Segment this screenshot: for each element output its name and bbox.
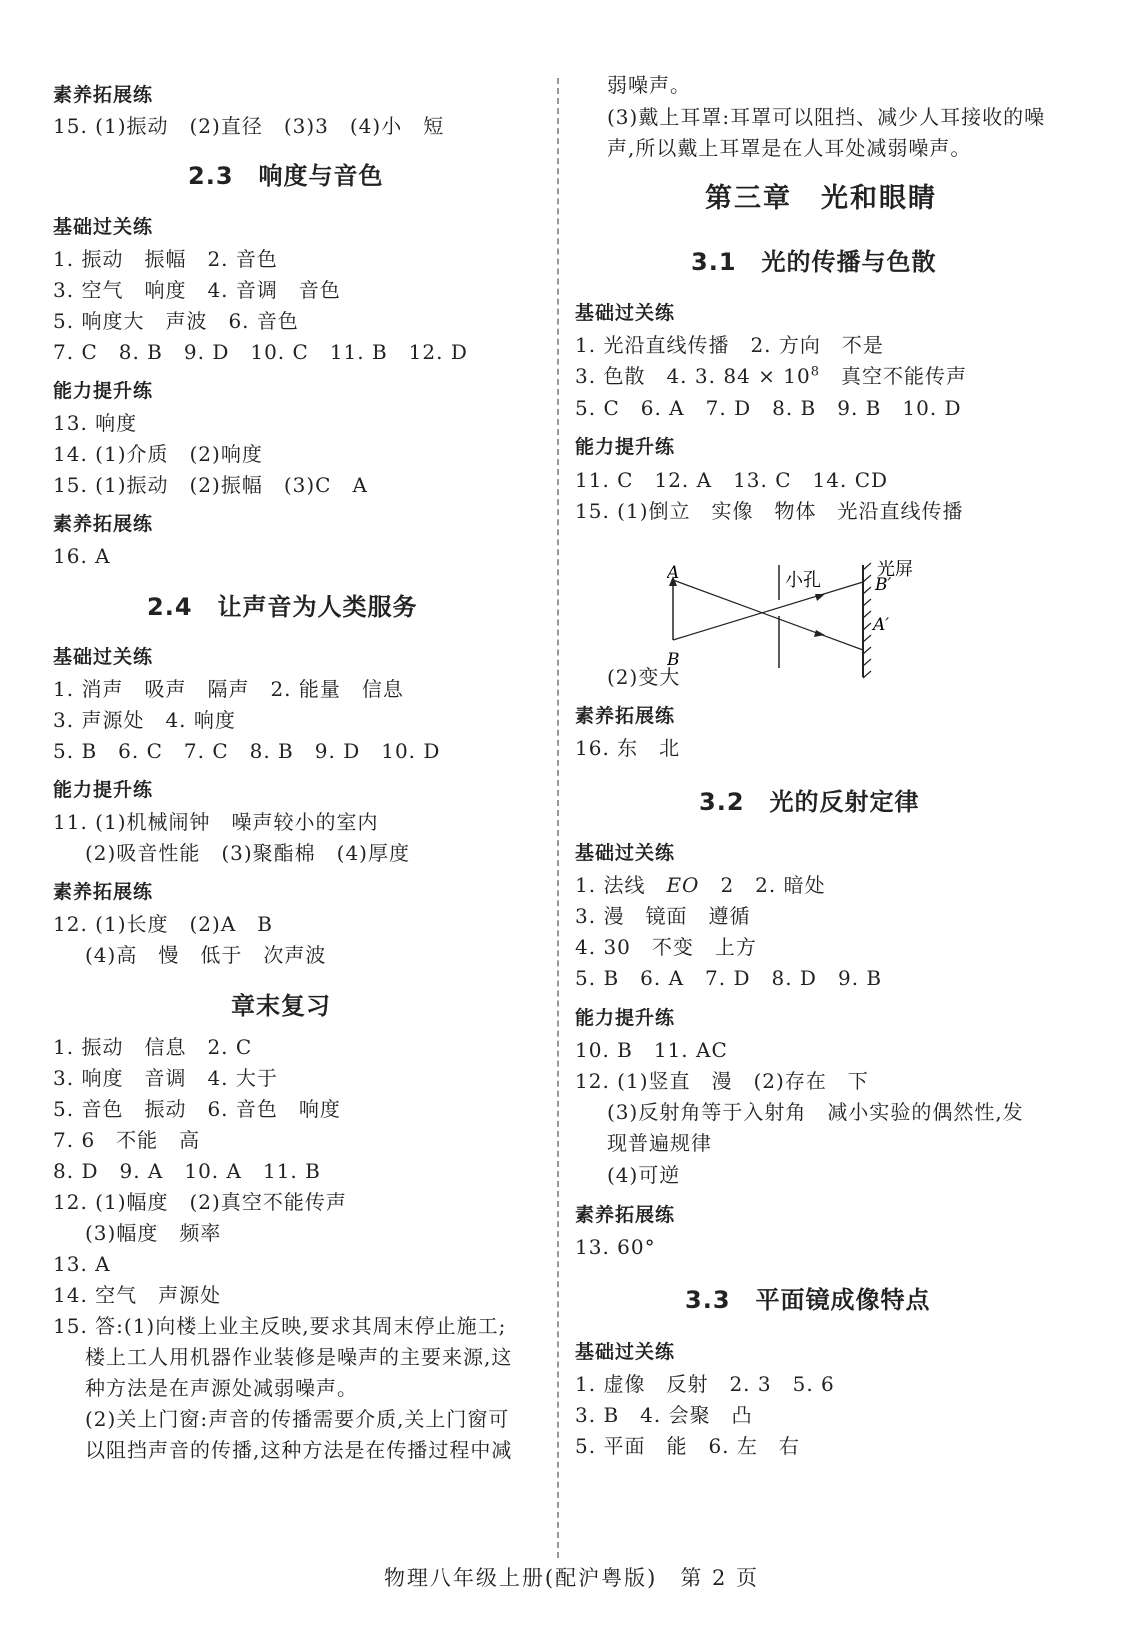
answer-text: 1. 法线 xyxy=(575,873,667,897)
answer-line: (3)戴上耳罩:耳罩可以阻挡、减少人耳接收的噪 xyxy=(607,105,1046,129)
answer-line: 5. 平面 能 6. 左 右 xyxy=(575,1434,800,1458)
label-a-prime: A′ xyxy=(873,615,890,635)
column-divider xyxy=(557,78,559,1558)
answer-line: 1. 振动 信息 2. C xyxy=(53,1035,253,1059)
answer-line: 14. 空气 声源处 xyxy=(53,1283,222,1307)
subsection-label: 素养拓展练 xyxy=(53,513,154,535)
subsection-label: 素养拓展练 xyxy=(575,1204,676,1226)
answer-line: 现普遍规律 xyxy=(607,1131,712,1155)
answer-line: 声,所以戴上耳罩是在人耳处减弱噪声。 xyxy=(607,136,972,160)
answer-line: 13. A xyxy=(53,1252,111,1276)
answer-line: 1. 虚像 反射 2. 3 5. 6 xyxy=(575,1372,835,1396)
answer-italic: EO xyxy=(666,873,700,897)
subsection-label: 基础过关练 xyxy=(53,216,154,238)
answer-line: 3. 响度 音调 4. 大于 xyxy=(53,1066,278,1090)
section-title-2-3: 2.3 响度与音色 xyxy=(188,162,384,190)
subsection-label: 基础过关练 xyxy=(575,842,676,864)
answer-line: 7. C 8. B 9. D 10. C 11. B 12. D xyxy=(53,340,468,364)
exponent: 8 xyxy=(810,364,820,380)
section-title-3-3: 3.3 平面镜成像特点 xyxy=(685,1286,931,1314)
answer-line: 12. (1)幅度 (2)真空不能传声 xyxy=(53,1190,347,1214)
answer-line: 7. 6 不能 高 xyxy=(53,1128,201,1152)
subsection-label: 基础过关练 xyxy=(575,1341,676,1363)
answer-line: 13. 60° xyxy=(575,1235,656,1259)
answer-line: 11. (1)机械闹钟 噪声较小的室内 xyxy=(53,810,379,834)
answer-line: 11. C 12. A 13. C 14. CD xyxy=(575,468,889,492)
label-screen: 光屏 xyxy=(877,560,913,580)
answer-line: 5. B 6. A 7. D 8. D 9. B xyxy=(575,966,883,990)
answer-line: 15. (1)振动 (2)振幅 (3)C A xyxy=(53,473,368,497)
section-title-3-2: 3.2 光的反射定律 xyxy=(699,788,920,816)
answer-line: (3)反射角等于入射角 减小实验的偶然性,发 xyxy=(607,1100,1024,1124)
answer-line: 5. C 6. A 7. D 8. B 9. B 10. D xyxy=(575,396,962,420)
answer-line: (2)变大 xyxy=(607,665,681,689)
answer-line: (4)高 慢 低于 次声波 xyxy=(85,943,327,967)
answer-line: 15. (1)倒立 实像 物体 光沿直线传播 xyxy=(575,499,964,523)
answer-line: 8. D 9. A 10. A 11. B xyxy=(53,1159,321,1183)
subsection-label: 素养拓展练 xyxy=(53,881,154,903)
answer-line: 5. 响度大 声波 6. 音色 xyxy=(53,309,299,333)
answer-line: 3. B 4. 会聚 凸 xyxy=(575,1403,753,1427)
subsection-label: 基础过关练 xyxy=(53,646,154,668)
answer-line xyxy=(575,363,967,389)
answer-line: 16. 东 北 xyxy=(575,736,681,760)
screen-hatching xyxy=(863,563,871,678)
answer-line: 3. 漫 镜面 遵循 xyxy=(575,904,751,928)
answer-line: 弱噪声。 xyxy=(607,73,691,97)
answer-text: 2 2. 暗处 xyxy=(699,873,826,897)
answer-line: 以阻挡声音的传播,这种方法是在传播过程中减 xyxy=(85,1438,513,1462)
subsection-label: 素养拓展练 xyxy=(53,84,154,106)
answer-line: 3. 声源处 4. 响度 xyxy=(53,708,236,732)
ray-b-arrowhead xyxy=(815,594,825,601)
answer-text: 真空不能传声 xyxy=(819,364,967,388)
label-hole: 小孔 xyxy=(785,570,821,591)
pinhole-diagram xyxy=(667,560,927,685)
answer-line: (2)关上门窗:声音的传播需要介质,关上门窗可 xyxy=(85,1407,510,1431)
answer-line: 15. 答:(1)向楼上业主反映,要求其周末停止施工; xyxy=(53,1314,507,1338)
answer-line: 1. 消声 吸声 隔声 2. 能量 信息 xyxy=(53,677,404,701)
subsection-label: 素养拓展练 xyxy=(575,705,676,727)
section-title-2-4: 2.4 让声音为人类服务 xyxy=(147,593,418,621)
subsection-label: 能力提升练 xyxy=(575,436,676,458)
answer-line: 5. 音色 振动 6. 音色 响度 xyxy=(53,1097,341,1121)
answer-line: 15. (1)振动 (2)直径 (3)3 (4)小 短 xyxy=(53,114,445,138)
section-title-review: 章末复习 xyxy=(231,992,331,1020)
answer-line: 12. (1)竖直 漫 (2)存在 下 xyxy=(575,1069,869,1093)
answer-line: (3)幅度 频率 xyxy=(85,1221,222,1245)
answer-line: 14. (1)介质 (2)响度 xyxy=(53,442,263,466)
answer-line: 13. 响度 xyxy=(53,411,138,435)
answer-line: 3. 空气 响度 4. 音调 音色 xyxy=(53,278,341,302)
answer-line: (4)可逆 xyxy=(607,1163,681,1187)
answer-line: 16. A xyxy=(53,544,111,568)
page-footer: 物理八年级上册(配沪粤版) 第 2 页 xyxy=(383,1566,760,1590)
answer-line: 5. B 6. C 7. C 8. B 9. D 10. D xyxy=(53,739,441,763)
subsection-label: 能力提升练 xyxy=(53,380,154,402)
answer-line: 楼上工人用机器作业装修是噪声的主要来源,这 xyxy=(85,1345,513,1369)
subsection-label: 基础过关练 xyxy=(575,302,676,324)
label-b-prime: B′ xyxy=(875,575,892,595)
chapter-title: 第三章 光和眼睛 xyxy=(705,183,937,214)
answer-line: (2)吸音性能 (3)聚酯棉 (4)厚度 xyxy=(85,841,410,865)
subsection-label: 能力提升练 xyxy=(575,1007,676,1029)
answer-text: 3. 色散 4. 3. 84 × 10 xyxy=(575,364,811,388)
answer-line: 12. (1)长度 (2)A B xyxy=(53,912,273,936)
subsection-label: 能力提升练 xyxy=(53,779,154,801)
answer-line xyxy=(575,872,826,898)
label-a: A xyxy=(667,563,680,583)
answer-line: 10. B 11. AC xyxy=(575,1038,728,1062)
answer-line: 1. 光沿直线传播 2. 方向 不是 xyxy=(575,333,884,357)
section-title-3-1: 3.1 光的传播与色散 xyxy=(691,248,937,276)
answer-line: 4. 30 不变 上方 xyxy=(575,935,757,959)
answer-line: 1. 振动 振幅 2. 音色 xyxy=(53,247,278,271)
label-b: B xyxy=(667,650,680,670)
answer-line: 种方法是在声源处减弱噪声。 xyxy=(85,1376,358,1400)
